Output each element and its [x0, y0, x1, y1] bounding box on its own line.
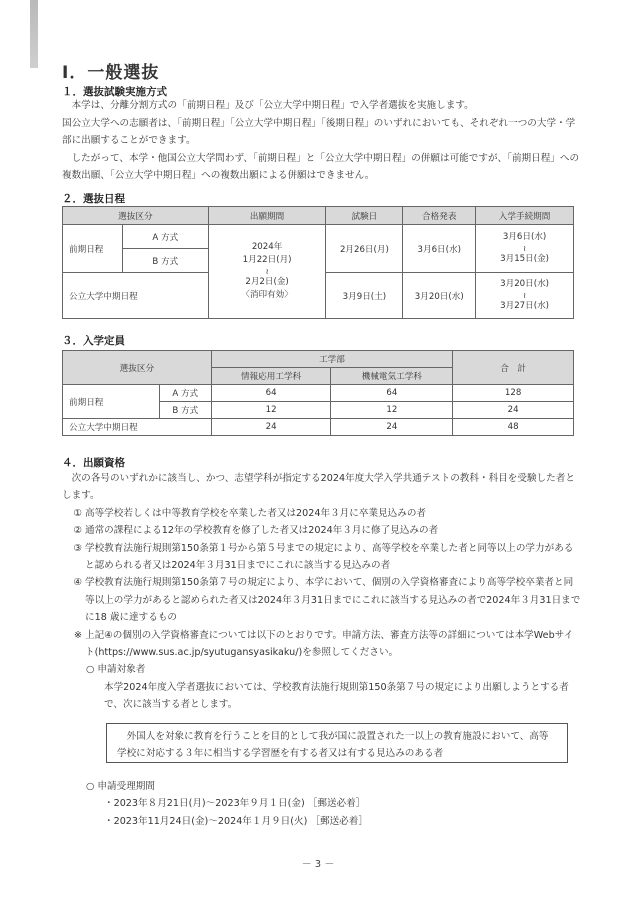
apply-note: 〈消印有効〉 [241, 290, 293, 300]
condition-text: 外国人を対象に教育を行うことを目的として我が国に設置された一以上の教育施設において、高等学校に対応する３年に相当する学習歴を有する者又は有する見込みのある者 [117, 731, 549, 759]
zenki-exam: 2月26日(月) [326, 225, 403, 273]
capacity-d2: 64 [331, 385, 453, 402]
margin-bar [30, 0, 38, 68]
th-kubun: 選抜区分 [63, 207, 209, 225]
th-apply: 出願期間 [208, 207, 326, 225]
list-item [62, 540, 582, 575]
s1-p2: 国公立大学への志願者は、「前期日程」「公立大学中期日程」「後期日程」のいずれにおいても、それぞれ一つの大学・学部に出願することができます。 [62, 117, 576, 147]
chuki-procedure [476, 273, 574, 319]
period-item: ・2023年８月21日(月)～2023年９月１日(金) ［郵送必着］ [104, 798, 366, 810]
zenki-proc-tilde: ≀ [523, 244, 527, 253]
chuki-proc-tilde: ≀ [523, 291, 527, 300]
list-text: 学校教育法施行規則第150条第１号から第５号までの規定により、高等学校を卒業した者と同等以上の学力があると認められる者又は2024年３月31日までにこれに該当する見込みの者 [85, 542, 574, 572]
list-text: 通常の課程による12年の学校教育を修了した者又は2024年３月に修了見込みの者 [85, 525, 439, 537]
list-item [62, 574, 582, 626]
capacity-total: 128 [453, 385, 574, 402]
list-marker: ① [73, 507, 82, 519]
capacity-method: B 方式 [159, 402, 211, 419]
schedule-table [62, 206, 574, 319]
s1-p1: 本学は、分離分割方式の「前期日程」及び「公立大学中期日程」で入学者選抜を実施します。 [71, 100, 474, 111]
th-total: 合 計 [453, 351, 574, 385]
apply-start: 1月22日(月) [242, 255, 292, 265]
note-text: 上記④の個別の入学資格審査については以下のとおりです。申請方法、審査方法等の詳細については本学Webサイト(https://www.sus.ac.jp/syutugansyasikaku/)を参照してください。 [85, 629, 574, 659]
s4-intro: 次の各号のいずれかに該当し、かつ、志望学科が指定する2024年度大学入学共通テストの教科・科目を受験した者とします。 [62, 473, 575, 502]
note-marker: ※ [73, 629, 82, 641]
list-item [62, 505, 582, 522]
th-exam: 試験日 [326, 207, 403, 225]
list-text: 学校教育法施行規則第150条第７号の規定により、本学において、個別の入学資格審査により高等学校卒業者と同等以上の学力があると認められた者又は2024年３月31日までにこれに該当する見込みの者で2024年３月31日までに18 歳に達するもの [85, 577, 581, 624]
chuki-proc-start: 3月20日(水) [500, 279, 550, 289]
th-dept-info: 情報応用工学科 [211, 368, 331, 385]
note-item [62, 627, 582, 662]
period-list [62, 778, 582, 830]
section-title: Ⅰ．一般選抜 [62, 63, 160, 83]
zenki-procedure [476, 225, 574, 273]
zenki-proc-end: 3月15日(金) [500, 254, 550, 264]
list-text: 高等学校若しくは中等教育学校を卒業した者又は2024年３月に卒業見込みの者 [85, 507, 427, 519]
list-item [62, 522, 582, 539]
s4-heading: ４．出願資格 [62, 457, 125, 469]
chuki-proc-end: 3月27日(水) [500, 301, 550, 311]
list-marker: ③ [73, 542, 82, 554]
target-text: 本学2024年度入学者選抜においては、学校教育法施行規則第150条第７号の規定により出願しようとする者で、次に該当する者とします。 [104, 681, 569, 711]
capacity-total: 24 [453, 402, 574, 419]
capacity-method: A 方式 [159, 385, 211, 402]
s1-body [62, 97, 582, 185]
s1-heading: １．選抜試験実施方式 [62, 86, 167, 98]
list-marker: ② [73, 525, 82, 537]
s2-heading: ２．選抜日程 [62, 193, 125, 205]
period-item: ・2023年11月24日(金)～2024年１月９日(火) ［郵送必着］ [104, 815, 368, 827]
method-a: A 方式 [122, 225, 208, 249]
apply-end: 2月2日(金) [245, 277, 289, 287]
capacity-d1: 64 [211, 385, 331, 402]
th-capacity-kubun: 選抜区分 [63, 351, 212, 385]
th-dept-mech: 機械電気工学科 [331, 368, 453, 385]
page-number: － 3 － [301, 859, 335, 870]
chuki-exam: 3月9日(土) [326, 273, 403, 319]
apply-year: 2024年 [251, 242, 283, 252]
zenki-label: 前期日程 [63, 225, 123, 273]
apply-period [208, 225, 326, 319]
capacity-d2: 24 [331, 419, 453, 436]
th-faculty: 工学部 [211, 351, 453, 368]
s3-heading: ３．入学定員 [62, 335, 125, 347]
capacity-d1: 12 [211, 402, 331, 419]
list-marker: ④ [73, 577, 82, 589]
chuki-label: 公立大学中期日程 [63, 273, 209, 319]
zenki-proc-start: 3月6日(水) [502, 232, 547, 242]
period-heading: ○ 申請受理期間 [86, 781, 155, 792]
capacity-zenki: 前期日程 [63, 385, 160, 419]
zenki-result: 3月6日(水) [403, 225, 476, 273]
capacity-table [62, 350, 574, 436]
chuki-result: 3月20日(水) [403, 273, 476, 319]
target-heading: ○ 申請対象者 [86, 664, 146, 676]
apply-tilde: ≀ [265, 267, 269, 276]
th-procedure: 入学手続期間 [476, 207, 574, 225]
method-b: B 方式 [122, 249, 208, 273]
capacity-d2: 12 [331, 402, 453, 419]
condition-box [106, 723, 568, 763]
capacity-chuki: 公立大学中期日程 [63, 419, 212, 436]
capacity-total: 48 [453, 419, 574, 436]
eligibility-list [62, 470, 582, 714]
s1-p3: したがって、本学・他国公立大学問わず、「前期日程」と「公立大学中期日程」の併願は可能ですが、「前期日程」への複数出願、「公立大学中期日程」への複数出願による併願はできません。 [62, 152, 580, 182]
capacity-d1: 24 [211, 419, 331, 436]
th-result: 合格発表 [403, 207, 476, 225]
